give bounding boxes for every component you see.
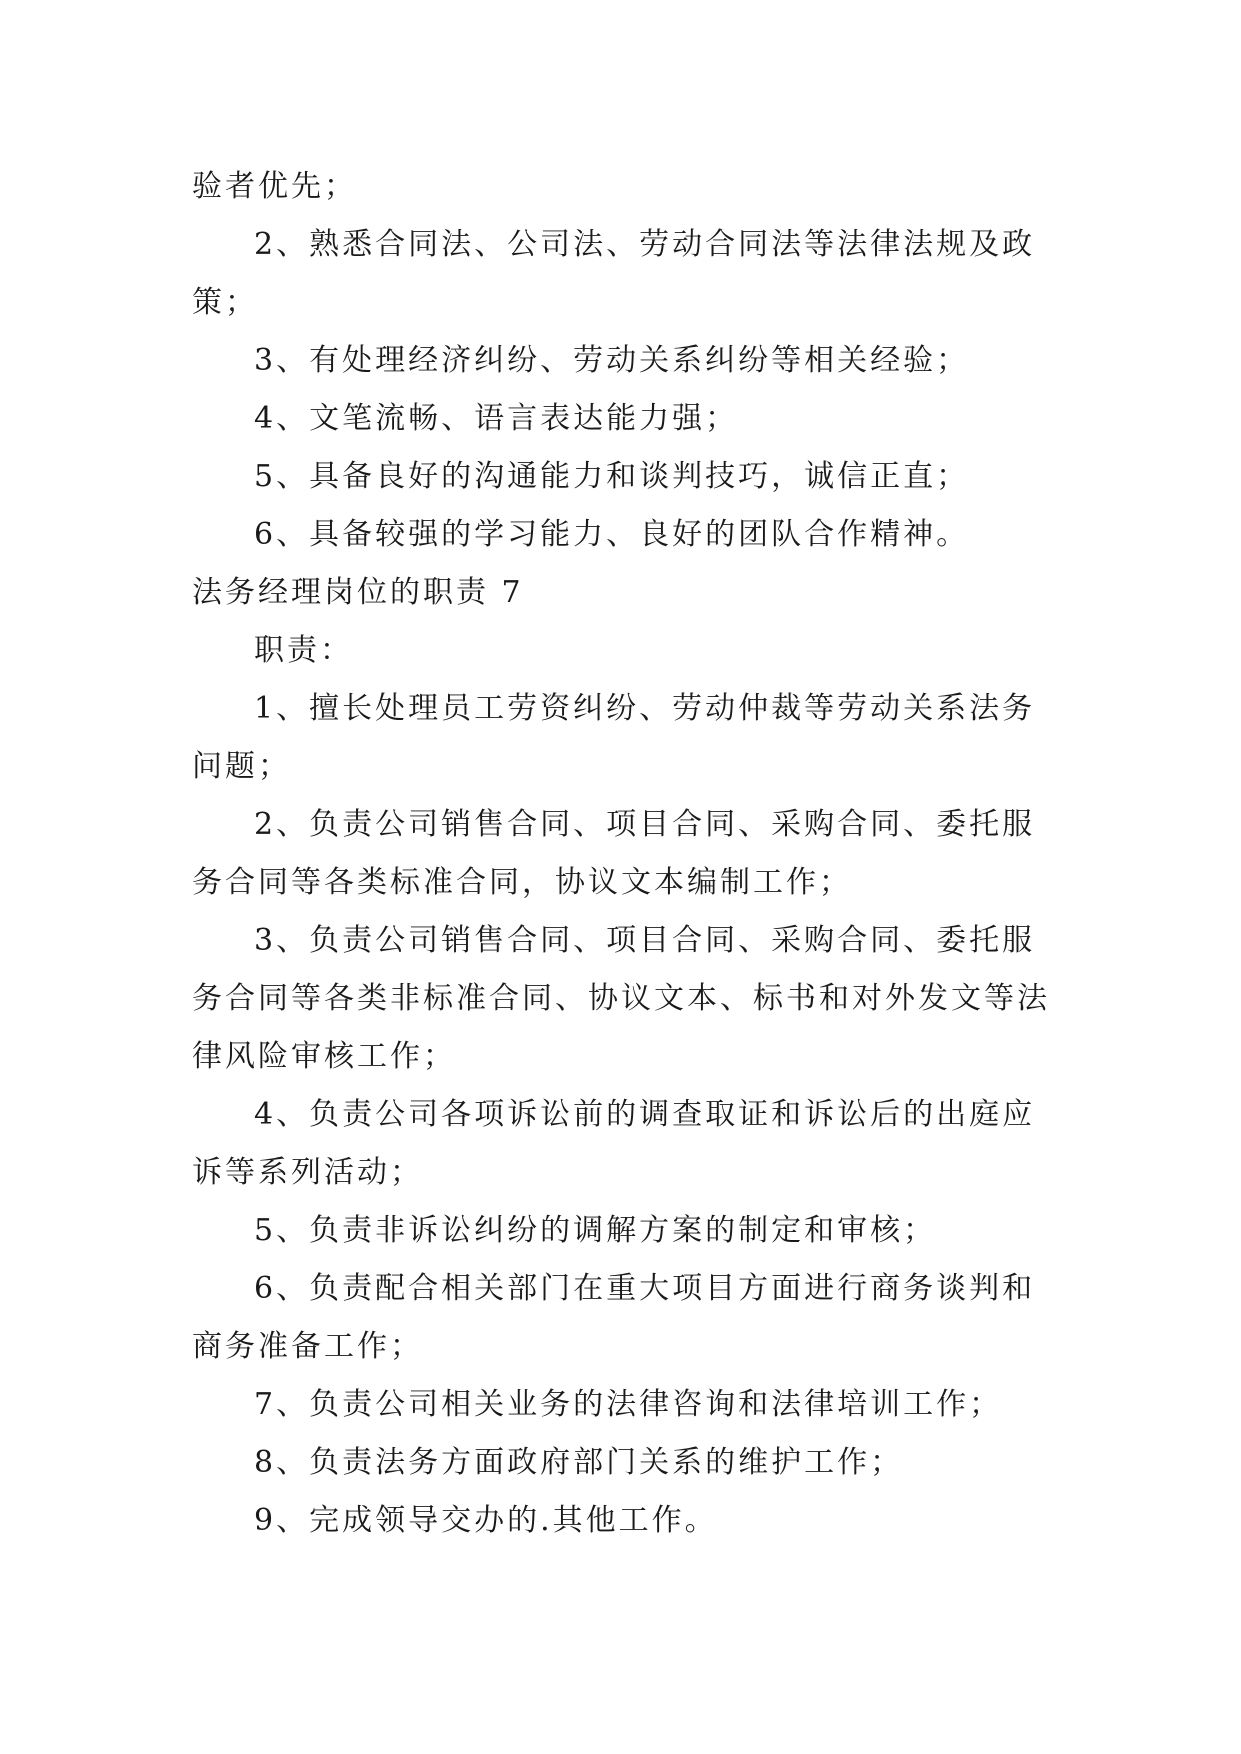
- paragraph-line: 5、具备良好的沟通能力和谈判技巧，诚信正直；: [254, 459, 970, 494]
- paragraph-line: 1、擅长处理员工劳资纠纷、劳动仲裁等劳动关系法务: [254, 691, 1036, 726]
- document-body: [192, 158, 1052, 1550]
- paragraph-line: 3、有处理经济纠纷、劳动关系纠纷等相关经验；: [254, 343, 970, 378]
- paragraph-line: 4、文笔流畅、语言表达能力强；: [254, 401, 739, 436]
- paragraph-line: 5、负责非诉讼纠纷的调解方案的制定和审核；: [254, 1213, 937, 1248]
- paragraph-line: 4、负责公司各项诉讼前的调查取证和诉讼后的出庭应: [254, 1097, 1036, 1132]
- paragraph-line: 验者优先；: [192, 169, 357, 204]
- paragraph-line: 7、负责公司相关业务的法律咨询和法律培训工作；: [254, 1387, 1003, 1422]
- paragraph-line: 6、负责配合相关部门在重大项目方面进行商务谈判和: [254, 1271, 1036, 1306]
- paragraph-line: 8、负责法务方面政府部门关系的维护工作；: [254, 1445, 904, 1480]
- paragraph-line: 2、负责公司销售合同、项目合同、采购合同、委托服: [254, 807, 1036, 842]
- paragraph-line: 策；: [192, 285, 258, 320]
- paragraph-line: 3、负责公司销售合同、项目合同、采购合同、委托服: [254, 923, 1036, 958]
- paragraph-line: 诉等系列活动；: [192, 1155, 423, 1190]
- paragraph-line: 职责：: [254, 633, 353, 668]
- paragraph-line: 6、具备较强的学习能力、良好的团队合作精神。: [254, 517, 970, 552]
- paragraph-line: 商务准备工作；: [192, 1329, 423, 1364]
- paragraph-line: 2、熟悉合同法、公司法、劳动合同法等法律法规及政: [254, 227, 1036, 262]
- paragraph-line: 律风险审核工作；: [192, 1039, 456, 1074]
- paragraph-line: 务合同等各类非标准合同、协议文本、标书和对外发文等法: [192, 981, 1050, 1016]
- section-heading: 法务经理岗位的职责 7: [192, 575, 524, 610]
- paragraph-line: 务合同等各类标准合同，协议文本编制工作；: [192, 865, 852, 900]
- paragraph-line: 问题；: [192, 749, 291, 784]
- paragraph-line: 9、完成领导交办的.其他工作。: [254, 1503, 718, 1538]
